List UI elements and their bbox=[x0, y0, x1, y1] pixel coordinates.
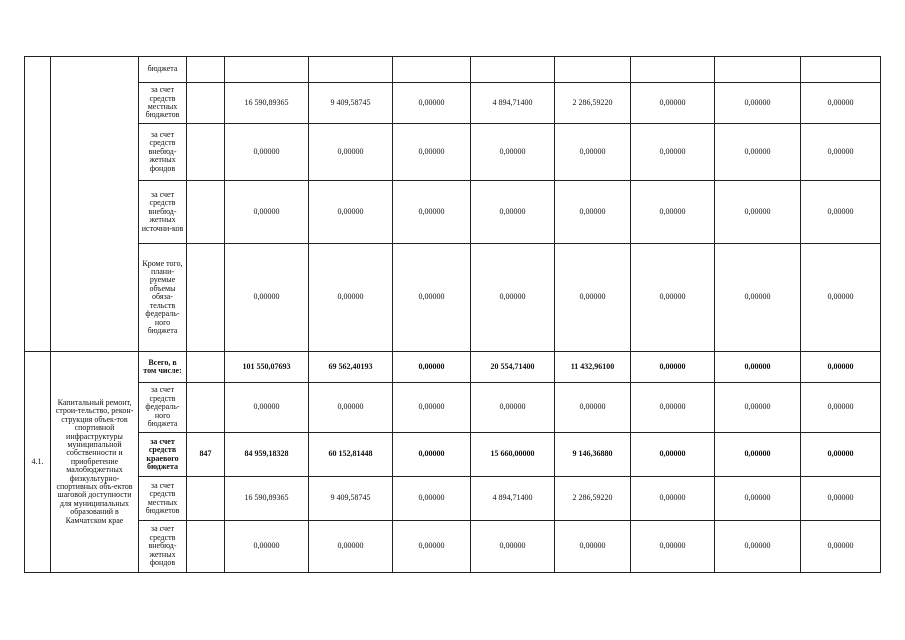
value-cell: 0,00000 bbox=[715, 521, 801, 573]
table-row bbox=[25, 124, 881, 181]
value-cell: 16 590,89365 bbox=[225, 83, 309, 124]
value-cell: 0,00000 bbox=[393, 124, 471, 181]
value-cell: 0,00000 bbox=[801, 181, 881, 244]
value-cell: 0,00000 bbox=[631, 244, 715, 352]
value-cell: 0,00000 bbox=[225, 124, 309, 181]
value-cell: 0,00000 bbox=[631, 433, 715, 477]
code-cell bbox=[187, 477, 225, 521]
value-cell: 0,00000 bbox=[309, 383, 393, 433]
code-cell bbox=[187, 383, 225, 433]
value-cell: 0,00000 bbox=[801, 433, 881, 477]
value-cell: 0,00000 bbox=[555, 383, 631, 433]
code-cell bbox=[187, 521, 225, 573]
table-row bbox=[25, 57, 881, 83]
value-cell: 60 152,81448 bbox=[309, 433, 393, 477]
table-row bbox=[25, 433, 881, 477]
value-cell: 0,00000 bbox=[471, 124, 555, 181]
value-cell bbox=[471, 57, 555, 83]
table-row bbox=[25, 244, 881, 352]
table-row bbox=[25, 383, 881, 433]
table-row bbox=[25, 352, 881, 383]
value-cell: 0,00000 bbox=[309, 521, 393, 573]
table-row bbox=[25, 181, 881, 244]
value-cell: 11 432,96100 bbox=[555, 352, 631, 383]
value-cell: 0,00000 bbox=[309, 244, 393, 352]
value-cell: 0,00000 bbox=[225, 521, 309, 573]
value-cell: 0,00000 bbox=[393, 83, 471, 124]
code-cell bbox=[187, 83, 225, 124]
value-cell: 2 286,59220 bbox=[555, 83, 631, 124]
table-row bbox=[25, 477, 881, 521]
value-cell: 0,00000 bbox=[801, 383, 881, 433]
value-cell: 0,00000 bbox=[555, 521, 631, 573]
code-cell bbox=[187, 181, 225, 244]
funding-source-cell: Кроме того, плани-руемые объемы обяза-тельств федераль-ного бюджета bbox=[139, 244, 187, 352]
value-cell bbox=[715, 57, 801, 83]
value-cell: 20 554,71400 bbox=[471, 352, 555, 383]
value-cell: 0,00000 bbox=[309, 124, 393, 181]
funding-source-cell: за счет средств местных бюджетов bbox=[139, 83, 187, 124]
value-cell: 0,00000 bbox=[225, 383, 309, 433]
value-cell: 0,00000 bbox=[393, 244, 471, 352]
value-cell: 0,00000 bbox=[801, 124, 881, 181]
value-cell: 0,00000 bbox=[801, 521, 881, 573]
value-cell: 0,00000 bbox=[631, 477, 715, 521]
funding-source-cell: Всего, в том числе: bbox=[139, 352, 187, 383]
value-cell: 0,00000 bbox=[715, 244, 801, 352]
value-cell bbox=[309, 57, 393, 83]
value-cell: 15 660,00000 bbox=[471, 433, 555, 477]
value-cell: 4 894,71400 bbox=[471, 83, 555, 124]
funding-source-cell: бюджета bbox=[139, 57, 187, 83]
value-cell bbox=[555, 57, 631, 83]
value-cell bbox=[801, 57, 881, 83]
value-cell bbox=[225, 57, 309, 83]
code-cell bbox=[187, 57, 225, 83]
value-cell: 0,00000 bbox=[225, 181, 309, 244]
table-row bbox=[25, 521, 881, 573]
value-cell: 69 562,40193 bbox=[309, 352, 393, 383]
code-cell: 847 bbox=[187, 433, 225, 477]
funding-source-cell: за счет средств краевого бюджета bbox=[139, 433, 187, 477]
funding-source-cell: за счет средств внебюд-жетных фондов bbox=[139, 124, 187, 181]
value-cell: 16 590,89365 bbox=[225, 477, 309, 521]
value-cell: 0,00000 bbox=[801, 83, 881, 124]
value-cell: 0,00000 bbox=[715, 352, 801, 383]
value-cell: 4 894,71400 bbox=[471, 477, 555, 521]
value-cell: 0,00000 bbox=[393, 383, 471, 433]
value-cell: 0,00000 bbox=[393, 521, 471, 573]
value-cell: 0,00000 bbox=[631, 352, 715, 383]
value-cell: 0,00000 bbox=[555, 124, 631, 181]
value-cell: 0,00000 bbox=[555, 181, 631, 244]
value-cell: 0,00000 bbox=[631, 521, 715, 573]
value-cell: 84 959,18328 bbox=[225, 433, 309, 477]
value-cell: 0,00000 bbox=[715, 433, 801, 477]
value-cell: 0,00000 bbox=[631, 124, 715, 181]
value-cell: 0,00000 bbox=[715, 181, 801, 244]
value-cell bbox=[631, 57, 715, 83]
code-cell bbox=[187, 244, 225, 352]
value-cell: 9 146,36880 bbox=[555, 433, 631, 477]
value-cell: 0,00000 bbox=[225, 244, 309, 352]
value-cell: 0,00000 bbox=[393, 352, 471, 383]
funding-source-cell: за счет средств внебюд-жетных фондов bbox=[139, 521, 187, 573]
value-cell: 0,00000 bbox=[801, 477, 881, 521]
value-cell: 0,00000 bbox=[471, 244, 555, 352]
value-cell: 101 550,07693 bbox=[225, 352, 309, 383]
value-cell: 0,00000 bbox=[393, 181, 471, 244]
value-cell: 0,00000 bbox=[715, 477, 801, 521]
value-cell: 0,00000 bbox=[801, 244, 881, 352]
value-cell: 0,00000 bbox=[393, 433, 471, 477]
value-cell: 0,00000 bbox=[471, 181, 555, 244]
value-cell: 9 409,58745 bbox=[309, 477, 393, 521]
value-cell: 0,00000 bbox=[631, 181, 715, 244]
value-cell: 0,00000 bbox=[471, 521, 555, 573]
value-cell: 9 409,58745 bbox=[309, 83, 393, 124]
value-cell: 0,00000 bbox=[631, 83, 715, 124]
value-cell: 0,00000 bbox=[471, 383, 555, 433]
item-name-cell: Капитальный ремонт, строи-тельство, рекон-струкция объек-тов спортивной инфраструктуры муниципальной собственности и приобретение малобюджетных физкультурно-спортивных объ-ектов шаговой доступности для муниципальных образований в Камчатском крае bbox=[51, 352, 139, 573]
funding-source-cell: за счет средств местных бюджетов bbox=[139, 477, 187, 521]
item-number-cell: 4.1. bbox=[25, 352, 51, 573]
value-cell: 2 286,59220 bbox=[555, 477, 631, 521]
code-cell bbox=[187, 124, 225, 181]
table-row bbox=[25, 83, 881, 124]
item-name-cell bbox=[51, 57, 139, 352]
item-number-cell bbox=[25, 57, 51, 352]
funding-source-cell: за счет средств федераль-ного бюджета bbox=[139, 383, 187, 433]
value-cell: 0,00000 bbox=[715, 383, 801, 433]
code-cell bbox=[187, 352, 225, 383]
funding-source-cell: за счет средств внебюд-жетных источни-ков bbox=[139, 181, 187, 244]
value-cell: 0,00000 bbox=[393, 477, 471, 521]
value-cell bbox=[393, 57, 471, 83]
value-cell: 0,00000 bbox=[555, 244, 631, 352]
value-cell: 0,00000 bbox=[801, 352, 881, 383]
value-cell: 0,00000 bbox=[309, 181, 393, 244]
value-cell: 0,00000 bbox=[715, 124, 801, 181]
value-cell: 0,00000 bbox=[631, 383, 715, 433]
value-cell: 0,00000 bbox=[715, 83, 801, 124]
budget-table bbox=[24, 56, 881, 573]
